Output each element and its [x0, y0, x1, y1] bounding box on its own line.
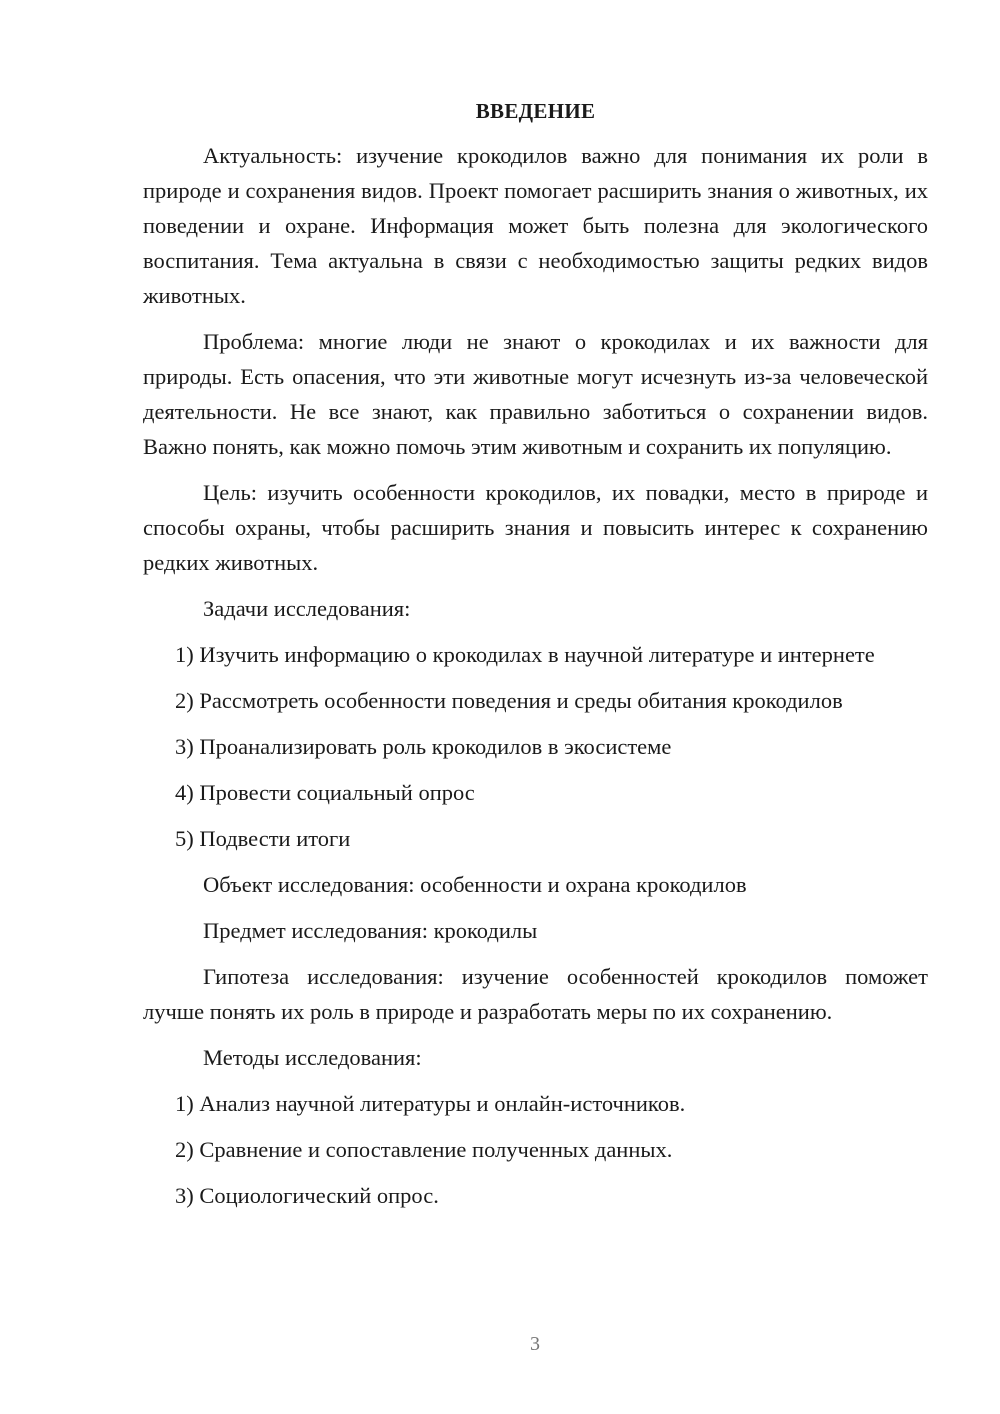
- method-item: 3) Социологический опрос.: [175, 1183, 439, 1208]
- page-number: 3: [530, 1333, 540, 1355]
- relevance-paragraph: Актуальность: изучение крокодилов важно для понимания их роли в природе и сохранения видов. Проект помогает расширить знания о животных, их поведении и охране. Информация может быть полезна для экологического воспитания. Тема актуальна в связи с необходимостью защиты редких видов животных.: [143, 143, 928, 308]
- problem-paragraph: Проблема: многие люди не знают о крокодилах и их важности для природы. Есть опасения, что эти животные могут исчезнуть из-за человеческой деятельности. Не все знают, как правильно заботиться о сохранении видов. Важно понять, как можно помочь этим животным и сохранить их популяцию.: [143, 329, 928, 459]
- goal-paragraph: Цель: изучить особенности крокодилов, их повадки, место в природе и способы охраны, чтобы расширить знания и повысить интерес к сохранению редких животных.: [143, 480, 928, 575]
- methods-heading: Методы исследования:: [203, 1045, 422, 1070]
- task-item: 2) Рассмотреть особенности поведения и среды обитания крокодилов: [175, 688, 843, 713]
- method-item: 2) Сравнение и сопоставление полученных данных.: [175, 1137, 673, 1162]
- page-title: ВВЕДЕНИЕ: [475, 99, 596, 123]
- task-item: 5) Подвести итоги: [175, 826, 351, 851]
- task-item: 1) Изучить информацию о крокодилах в научной литературе и интернете: [175, 642, 875, 667]
- task-item: 4) Провести социальный опрос: [175, 780, 475, 805]
- method-item: 1) Анализ научной литературы и онлайн-источников.: [175, 1091, 686, 1116]
- task-item: 3) Проанализировать роль крокодилов в экосистеме: [175, 734, 672, 759]
- subject-line: Предмет исследования: крокодилы: [203, 918, 538, 943]
- tasks-heading: Задачи исследования:: [203, 596, 411, 621]
- document-page: [143, 96, 928, 1224]
- object-line: Объект исследования: особенности и охрана крокодилов: [203, 872, 747, 897]
- hypothesis-paragraph: Гипотеза исследования: изучение особенностей крокодилов поможет лучше понять их роль в природе и разработать меры по их сохранению.: [143, 964, 928, 1024]
